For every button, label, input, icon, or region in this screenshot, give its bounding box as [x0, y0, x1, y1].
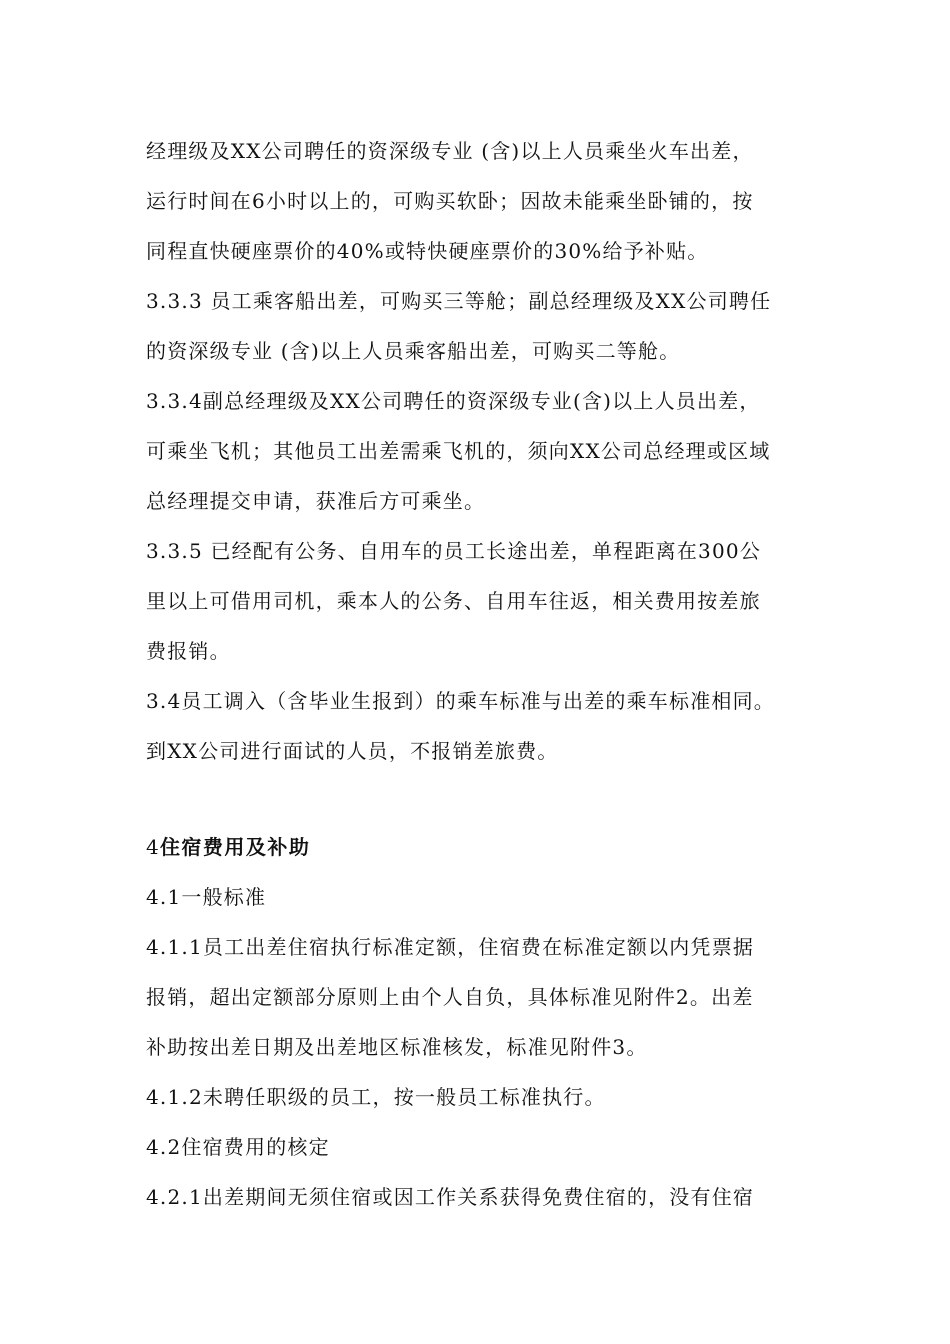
subsection-heading: 4.1一般标准 — [146, 885, 267, 909]
paragraph-line: 可乘坐飞机；其他员工出差需乘飞机的，须向XX公司总经理或区域 — [146, 439, 771, 463]
paragraph-line: 的资深级专业 (含)以上人员乘客船出差，可购买二等舱。 — [146, 339, 681, 363]
paragraph-line: 费报销。 — [146, 639, 231, 663]
section-number: 4 — [146, 835, 160, 859]
paragraph-line: 3.4员工调入（含毕业生报到）的乘车标准与出差的乘车标准相同。 — [146, 689, 776, 713]
paragraph-line: 里以上可借用司机，乘本人的公务、自用车往返，相关费用按差旅 — [146, 589, 761, 613]
paragraph-line: 3.3.3 员工乘客船出差，可购买三等舱；副总经理级及XX公司聘任 — [146, 289, 772, 313]
section-title: 住宿费用及补助 — [159, 835, 311, 859]
paragraph-line: 3.3.4副总经理级及XX公司聘任的资深级专业(含)以上人员出差， — [146, 389, 761, 413]
paragraph-line: 4.1.1员工出差住宿执行标准定额，住宿费在标准定额以内凭票据 — [146, 935, 755, 959]
section-heading — [146, 833, 806, 861]
subsection-heading: 4.2住宿费用的核定 — [146, 1135, 330, 1159]
paragraph-line: 4.2.1出差期间无须住宿或因工作关系获得免费住宿的，没有住宿 — [146, 1185, 755, 1209]
paragraph-line: 运行时间在6小时以上的，可购买软卧；因故未能乘坐卧铺的，按 — [146, 189, 754, 213]
paragraph-line: 3.3.5 已经配有公务、自用车的员工长途出差，单程距离在300公 — [146, 539, 762, 563]
paragraph-line: 经理级及XX公司聘任的资深级专业 (含)以上人员乘坐火车出差， — [146, 139, 754, 163]
paragraph-line: 补助按出差日期及出差地区标准核发，标准见附件3。 — [146, 1035, 648, 1059]
paragraph-line: 4.1.2未聘任职级的员工，按一般员工标准执行。 — [146, 1085, 606, 1109]
paragraph-line: 报销，超出定额部分原则上由个人自负，具体标准见附件2。出差 — [146, 985, 754, 1009]
paragraph-line: 同程直快硬座票价的40%或特快硬座票价的30%给予补贴。 — [146, 239, 709, 263]
paragraph-line: 到XX公司进行面试的人员，不报销差旅费。 — [146, 739, 559, 763]
paragraph-line: 总经理提交申请，获准后方可乘坐。 — [146, 489, 486, 513]
